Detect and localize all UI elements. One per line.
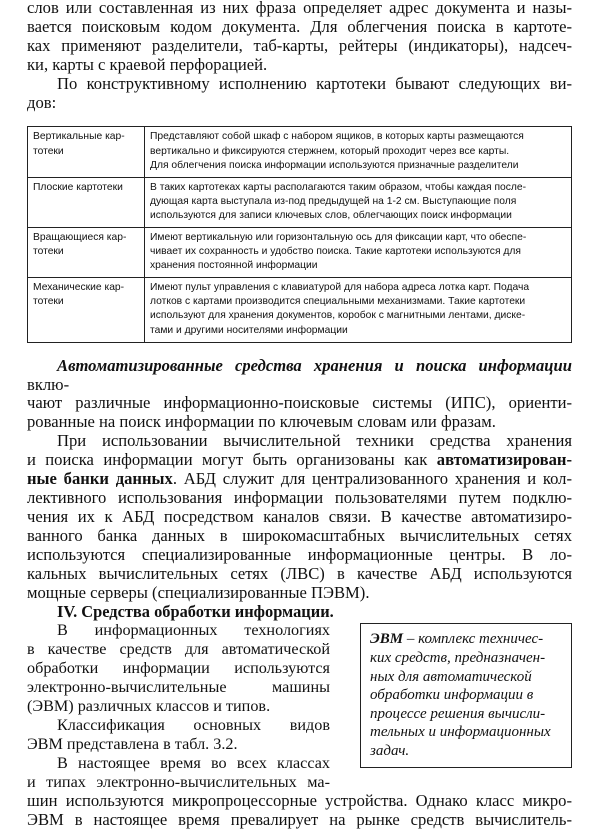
- text-line: электронно-вычислительные машины: [27, 678, 330, 697]
- cell-line: Вертикальные кар-: [33, 131, 125, 143]
- cell-line: Представляют собой шкаф с набором ящиков, в которых карты размещаются: [150, 131, 524, 143]
- text-line: вается поисковым кодом документа. Для облегчения поиска в картоте-: [27, 16, 572, 36]
- text-line: [27, 451, 572, 470]
- text-span: . АБД служит для централизованного хранения и кол-: [172, 469, 572, 489]
- auto-storage-paragraph: [27, 357, 572, 433]
- cell-line: используют для хранения документов, коробок с магнитными лентами, диске-: [150, 310, 526, 322]
- text-line: По конструктивному исполнению картотеки бывают следующих ви-: [57, 73, 572, 93]
- cell-line: хранения постоянной информации: [150, 260, 318, 272]
- text-line: ЭВМ в настоящее время превалирует на рынке средств вычислитель-: [27, 809, 572, 829]
- text-line: шин используются микропроцессорные устройства. Однако класс микро-: [27, 790, 572, 810]
- text-line: мощные серверы (специализированные ПЭВМ).: [27, 582, 370, 602]
- table-row: [28, 278, 572, 342]
- section-heading: IV. Средства обработки информации.: [57, 602, 334, 622]
- text-line: рованные на поиск информации по ключевым словам или фразам.: [27, 412, 496, 432]
- text-line: используются специализированные информационные центры. В ло-: [27, 544, 572, 564]
- cell-line: тотеки: [33, 145, 64, 157]
- term-abd: автоматизирован-: [436, 450, 572, 470]
- text-line: [27, 357, 572, 395]
- cell-line: Плоские картотеки: [33, 181, 123, 193]
- text-line: чения их к АБД посредством каналов связи. В качестве автоматизиро-: [27, 506, 572, 526]
- document-page: [27, 0, 572, 829]
- text-line: В настоящее время во всех классах: [57, 753, 330, 772]
- text-line: (ЭВМ) различных классов и типов.: [27, 697, 271, 716]
- text-line: При использовании вычислительной техники средства хранения: [57, 431, 572, 451]
- cell-line: тотеки: [33, 246, 64, 258]
- cell-line: тами и другими носителями информации: [150, 324, 348, 336]
- cell-line: Вращающиеся кар-: [33, 232, 127, 243]
- cell-line: В таких картотеках карты располагаются таким образом, чтобы каждая после-: [150, 181, 527, 193]
- box-line: задач.: [370, 743, 410, 759]
- definition-box: [360, 623, 572, 767]
- cell-line: лотков с картами производится специальными механизмами. Такие картотеки: [150, 296, 526, 308]
- table-cell-description: [145, 228, 572, 278]
- cell-line: тотеки: [33, 296, 64, 308]
- text-line: [27, 470, 572, 489]
- cell-line: чивает их сохранность и удобство поиска. Такие картотеки используются для: [150, 246, 521, 258]
- box-line: [370, 630, 563, 649]
- cell-line: используются для записи ключевых слов, облегчающих поиск информации: [150, 209, 512, 221]
- cell-line: Имеют вертикальную или горизонтальную ось для фиксации карт, что обеспе-: [150, 232, 527, 243]
- cell-line: Для облегчения поиска информации используются призначные разделители: [150, 159, 519, 171]
- table-row: [28, 127, 572, 177]
- cell-line: вертикально и фиксируются стержнем, который проходит через все карты.: [150, 145, 510, 157]
- kinds-intro-paragraph: [27, 75, 572, 113]
- section4-narrow-column: [27, 621, 330, 791]
- text-line: слов или составленная из них фраза определяет адрес документа и назы-: [27, 0, 572, 17]
- box-line: процессе решения вычисли-: [370, 705, 546, 722]
- card-index-types-table: [27, 126, 572, 342]
- text-line: кальных вычислительных сетях (ЛВС) в качестве АБД используются: [27, 563, 572, 583]
- text-span: – комплекс техничес-: [403, 631, 544, 648]
- text-line: в качестве средств для автоматической: [27, 640, 330, 659]
- cell-line: дующая карта выступала из-под предыдущей на 1-2 см. Выступающие поля: [150, 195, 517, 207]
- table-cell-description: [145, 177, 572, 227]
- term-auto-storage: Автоматизированные средства хранения и поиска информации: [57, 355, 572, 375]
- abd-paragraph: [27, 432, 572, 602]
- table-row: [28, 177, 572, 227]
- cell-line: Механические кар-: [33, 282, 125, 294]
- box-line: тельных и информационных: [370, 724, 551, 741]
- table-cell-kind: [28, 127, 145, 177]
- text-line: ванного банка данных в широкомасштабных вычислительных сетях: [27, 525, 572, 545]
- text-span: и поиска информации могут быть организованы как: [27, 450, 437, 470]
- box-line: ных для автоматической: [370, 668, 532, 685]
- text-line: дов:: [27, 92, 57, 112]
- text-line: лективного использования информации пользователями путем подклю-: [27, 488, 572, 507]
- text-line: Классификация основных видов: [57, 715, 330, 734]
- table-cell-description: [145, 127, 572, 177]
- section4-body: [27, 621, 572, 829]
- table-cell-kind: [28, 177, 145, 227]
- table-cell-kind: [28, 228, 145, 278]
- text-line: и типах электронно-вычислительных ма-: [27, 772, 330, 791]
- text-line: ках применяют разделители, таб-карты, рейтеры (индикаторы), надсеч-: [27, 35, 572, 55]
- text-line: ЭВМ представлена в табл. 3.2.: [27, 734, 238, 753]
- text-line: ки, карты с краевой перфорацией.: [27, 54, 268, 74]
- text-line: В информационных технологиях: [57, 621, 330, 640]
- cell-line: Имеют пульт управления с клавиатурой для набора адреса лотка карт. Подача: [150, 282, 530, 294]
- text-span: вклю-: [27, 374, 70, 394]
- table-cell-kind: [28, 278, 145, 342]
- table-cell-description: [145, 278, 572, 342]
- intro-paragraph: [27, 0, 572, 75]
- box-line: обработки информации в: [370, 687, 534, 704]
- table-row: [28, 228, 572, 278]
- text-line: обработки информации используются: [27, 659, 330, 678]
- term-abd-cont: ные банки данных: [27, 469, 173, 489]
- box-line: ких средств, предназначен-: [370, 650, 546, 667]
- text-line: чают различные информационно-поисковые системы (ИПС), ориенти-: [27, 393, 572, 413]
- term-evm: ЭВМ: [370, 631, 404, 648]
